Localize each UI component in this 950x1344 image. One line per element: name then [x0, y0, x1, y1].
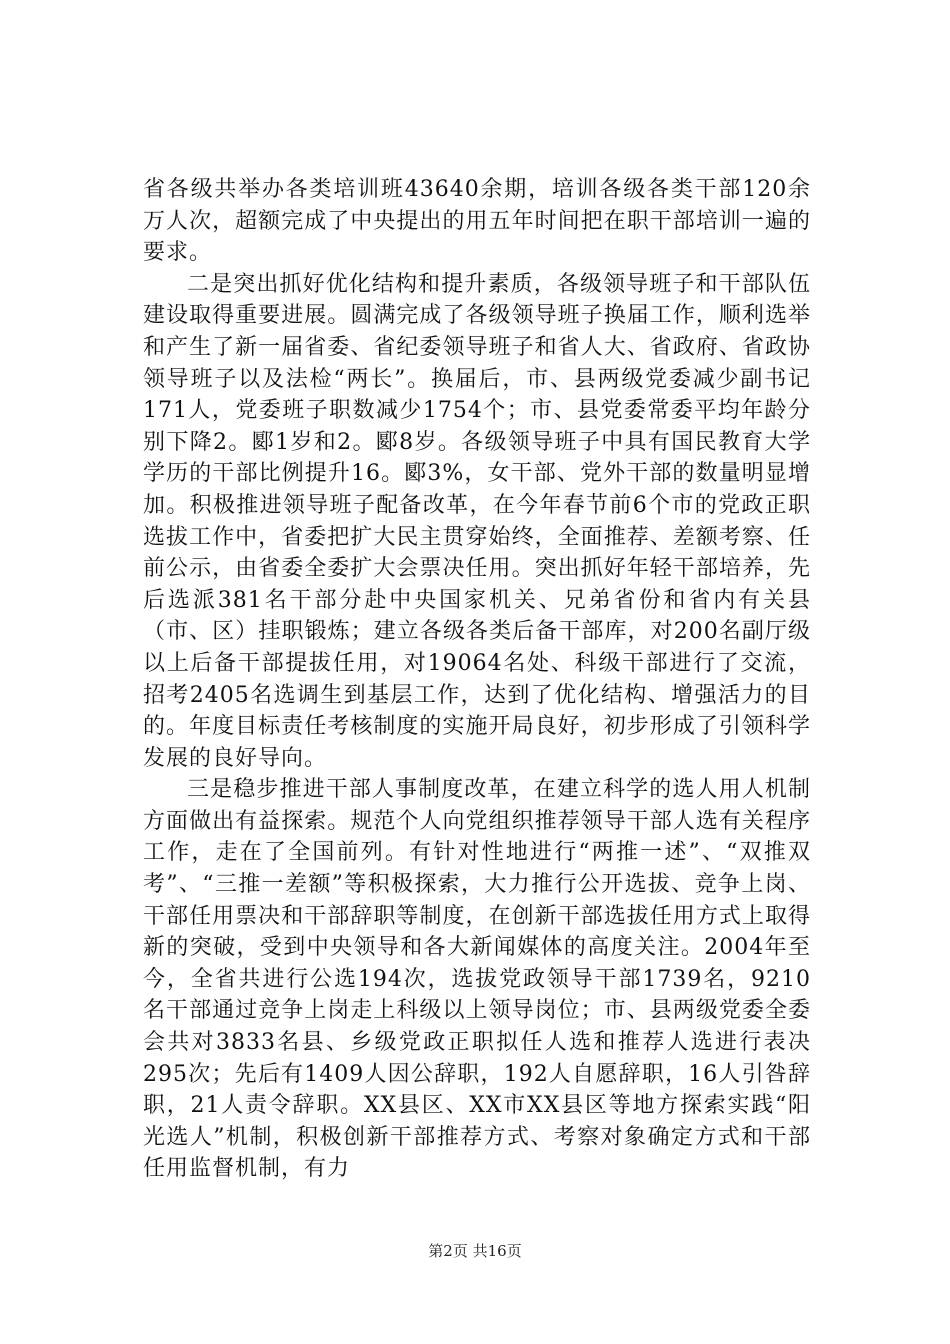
document-body — [143, 174, 811, 1185]
paragraph-2: 二是突出抓好优化结构和提升素质，各级领导班子和干部队伍建设取得重要进展。圆满完成了各级领导班子换届工作，顺利选举和产生了新一届省委、省纪委领导班子和省人大、省政府、省政协领导班子以及法检“两长”。换届后，市、县两级党委减少副书记171人，党委班子职数减少1754个；市、县党委常委平均年龄分别下降2。郾1岁和2。郾8岁。各级领导班子中具有国民教育大学学历的干部比例提升16。郾3%，女干部、党外干部的数量明显增加。积极推进领导班子配备改革，在今年春节前6个市的党政正职选拔工作中，省委把扩大民主贯穿始终，全面推荐、差额考察、任前公示，由省委全委扩大会票决任用。突出抓好年轻干部培养，先后选派381名干部分赴中央国家机关、兄弟省份和省内有关县（市、区）挂职锻炼；建立各级各类后备干部库，对200名副厅级以上后备干部提拔任用，对19064名处、科级干部进行了交流，招考2405名选调生到基层工作，达到了优化结构、增强活力的目的。年度目标责任考核制度的实施开局良好，初步形成了引领科学发展的良好导向。 — [143, 271, 811, 771]
page-number-footer: 第2页 共16页 — [428, 1242, 522, 1260]
paragraph-3: 三是稳步推进干部人事制度改革，在建立科学的选人用人机制方面做出有益探索。规范个人向党组织推荐领导干部人选有关程序工作，走在了全国前列。有针对性地进行“两推一述”、“双推双考”、“三推一差额”等积极探索，大力推行公开选拔、竞争上岗、干部任用票决和干部辞职等制度，在创新干部选拔任用方式上取得新的突破，受到中央领导和各大新闻媒体的高度关注。2004年至今，全省共进行公选194次，选拔党政领导干部1739名，9210名干部通过竞争上岗走上科级以上领导岗位；市、县两级党委全委会共对3833名县、乡级党政正职拟任人选和推荐人选进行表决295次；先后有1409人因公辞职，192人自愿辞职，16人引咎辞职，21人责令辞职。XX县区、XX市XX县区等地方探索实践“阳光选人”机制，积极创新干部推荐方式、考察对象确定方式和干部任用监督机制，有力 — [143, 777, 811, 1182]
paragraph-1: 省各级共举办各类培训班43640余期，培训各级各类干部120余万人次，超额完成了中央提出的用五年时间把在职干部培训一遍的要求。 — [143, 177, 811, 266]
